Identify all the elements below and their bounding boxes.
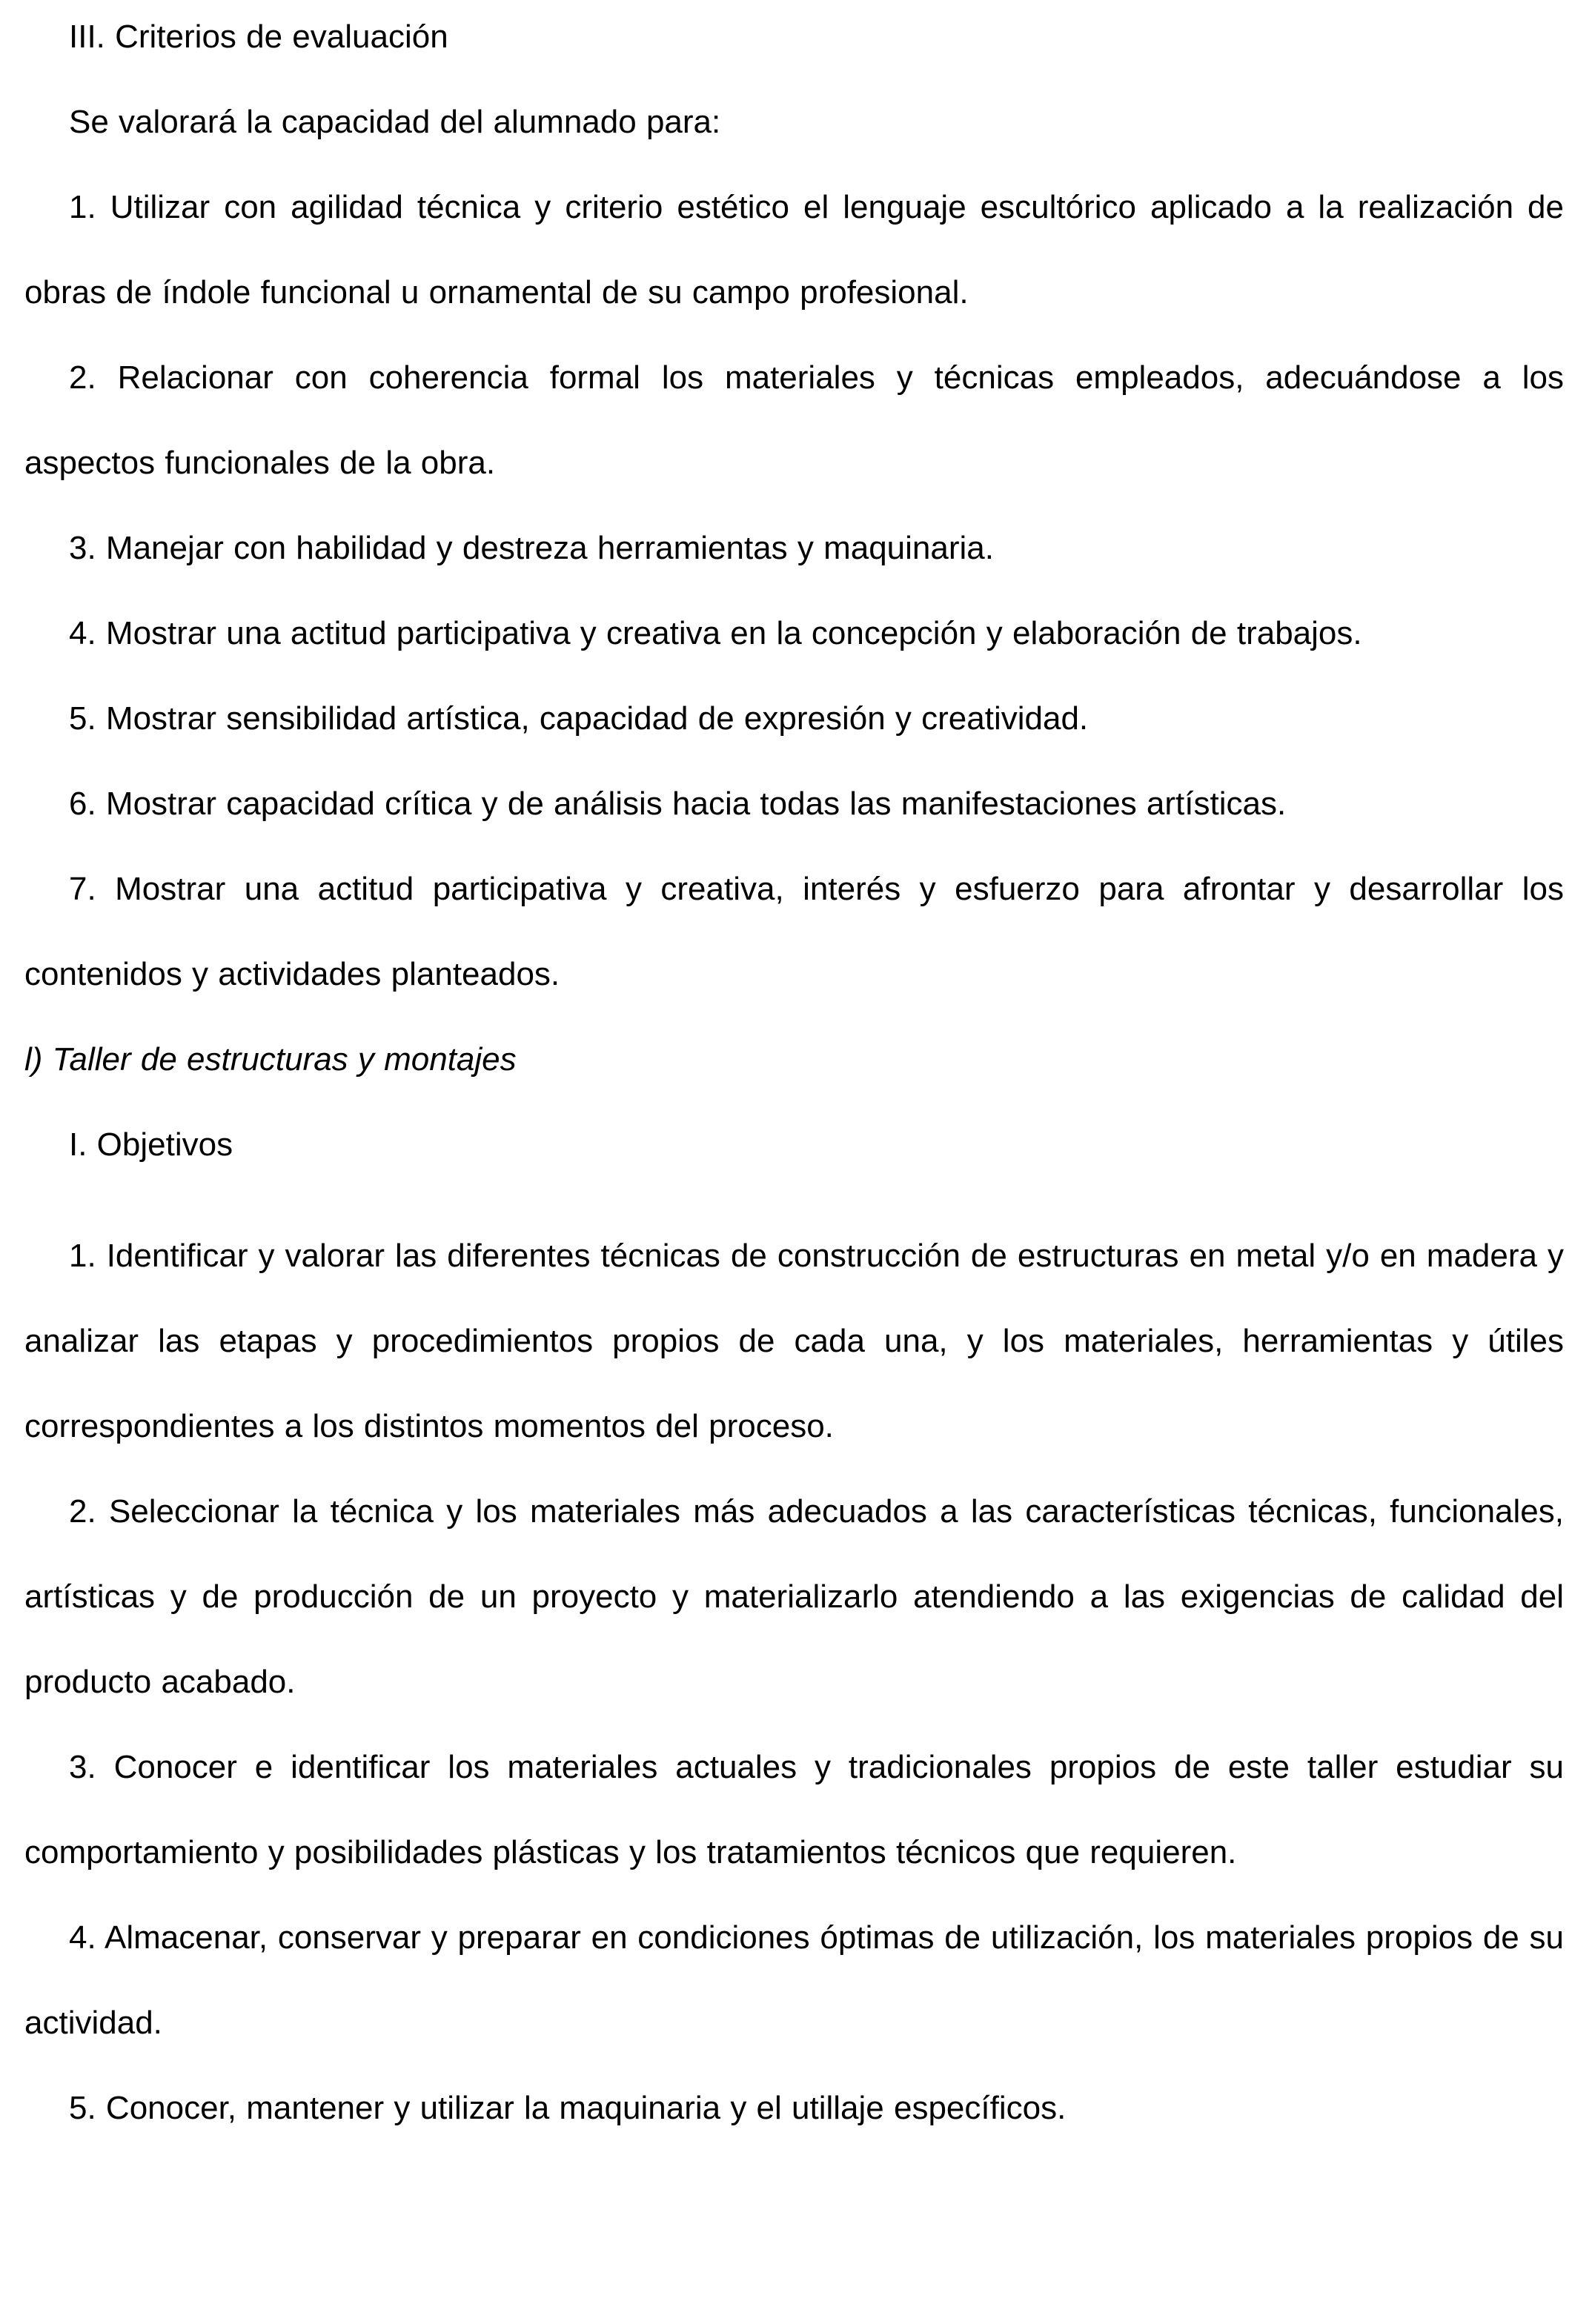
criterio-item-6: 6. Mostrar capacidad crítica y de análisis hacia todas las manifestaciones artísticas. [69,786,1287,822]
section-heading-taller-estructuras: l) Taller de estructuras y montajes [24,1041,517,1078]
criterio-item-3: 3. Manejar con habilidad y destreza herramientas y maquinaria. [69,530,994,566]
intro-sentence: Se valorará la capacidad del alumnado para: [69,104,721,140]
subsection-heading-objetivos: I. Objetivos [69,1126,233,1163]
criterio-item-4: 4. Mostrar una actitud participativa y creativa en la concepción y elaboración de trabajos. [69,615,1362,651]
objetivo-item-1: 1. Identificar y valorar las diferentes técnicas de construcción de estructuras en metal y/o en madera y analizar las etapas y procedimientos propios de cada una, y los materiales, herramientas y útiles correspondientes a los distintos momentos del proceso. [24,1238,1564,1444]
objetivo-item-2: 2. Seleccionar la técnica y los materiales más adecuados a las características técnicas, funcionales, artísticas y de producción de un proyecto y materializarlo atendiendo a las exigencias de calidad del producto acabado. [24,1493,1564,1700]
criterio-item-1: 1. Utilizar con agilidad técnica y criterio estético el lenguaje escultórico aplicado a la realización de obras de índole funcional u ornamental de su campo profesional. [24,189,1564,311]
criterio-item-7: 7. Mostrar una actitud participativa y creativa, interés y esfuerzo para afrontar y desarrollar los contenidos y actividades planteados. [24,871,1564,992]
section-heading-criterios-evaluacion: III. Criterios de evaluación [69,19,448,55]
criterio-item-5: 5. Mostrar sensibilidad artística, capacidad de expresión y creatividad. [69,700,1089,737]
objetivo-item-5: 5. Conocer, mantener y utilizar la maquinaria y el utillaje específicos. [69,2090,1067,2126]
objetivo-item-3: 3. Conocer e identificar los materiales actuales y tradicionales propios de este taller estudiar su comportamiento y posibilidades plásticas y los tratamientos técnicos que requieren. [24,1749,1564,1870]
objetivo-item-4: 4. Almacenar, conservar y preparar en condiciones óptimas de utilización, los materiales propios de su actividad. [24,1919,1564,2041]
criterio-item-2: 2. Relacionar con coherencia formal los materiales y técnicas empleados, adecuándose a los aspectos funcionales de la obra. [24,359,1564,481]
